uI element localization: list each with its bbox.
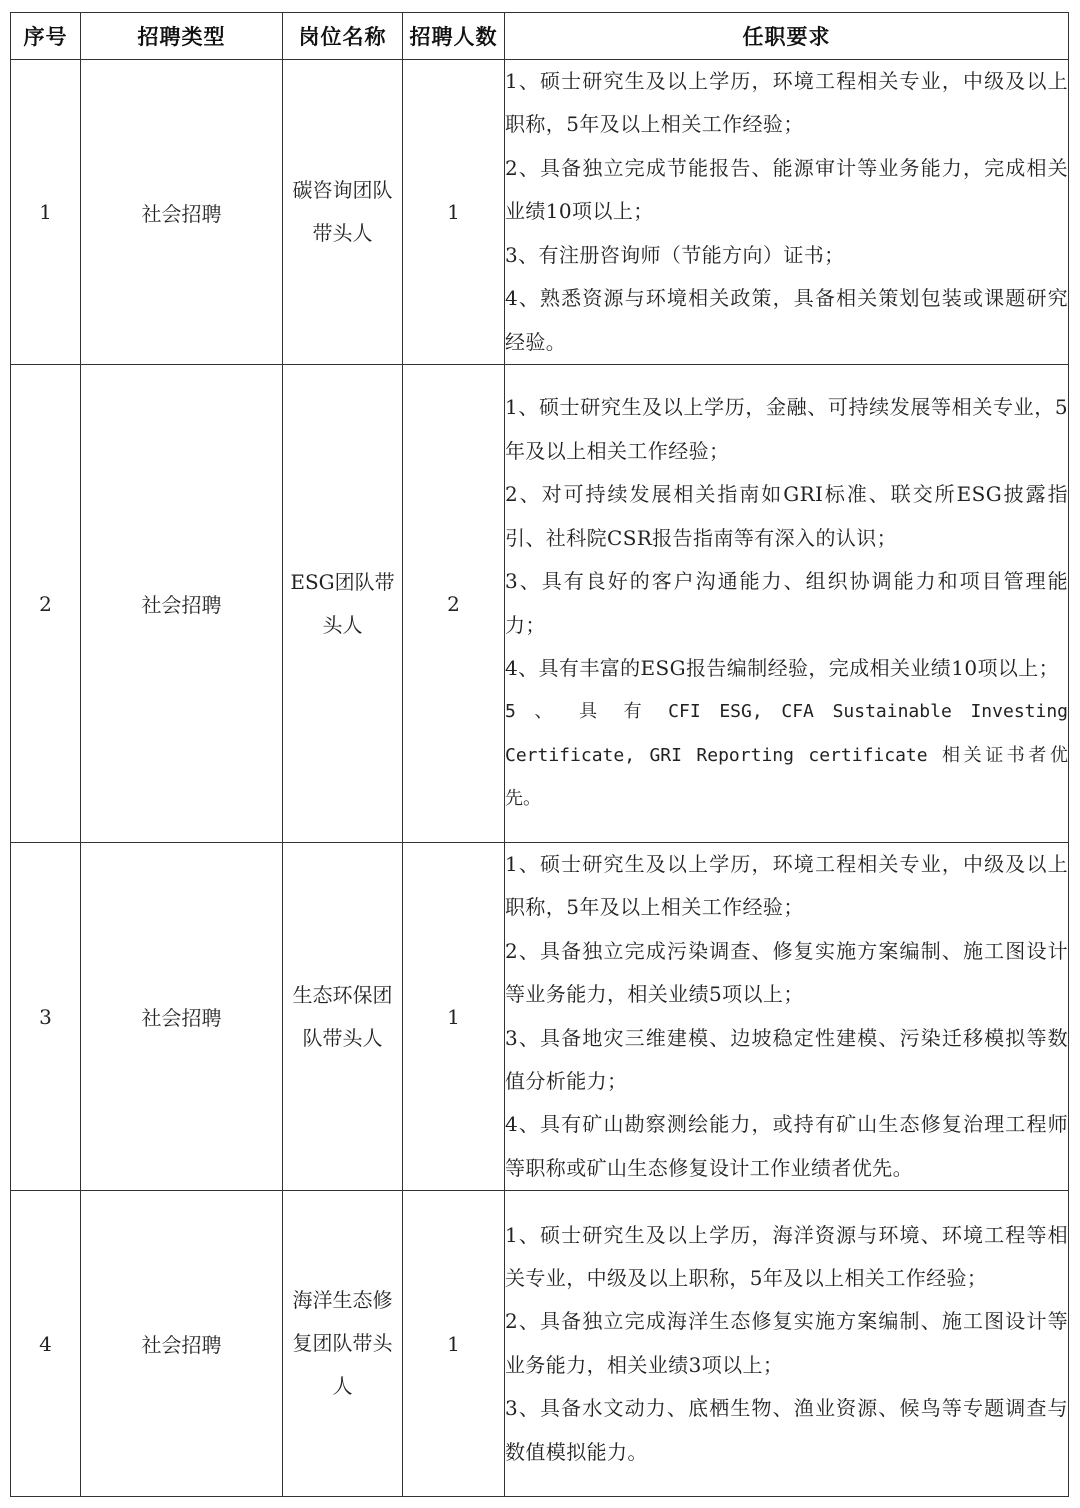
header-index: 序号 xyxy=(11,13,81,60)
table-row xyxy=(11,60,1069,365)
table-row xyxy=(11,843,1069,1191)
row-requirements xyxy=(505,843,1069,1191)
row-position: 碳咨询团队带头人 xyxy=(283,60,403,365)
requirement-item: 1、硕士研究生及以上学历，海洋资源与环境、环境工程等相关专业，中级及以上职称，5年及以上相关工作经验； xyxy=(505,1222,1068,1290)
requirement-item: 3、具有良好的客户沟通能力、组织协调能力和项目管理能力； xyxy=(505,569,1068,637)
row-requirements xyxy=(505,1191,1069,1497)
row-index: 1 xyxy=(11,60,81,365)
row-type: 社会招聘 xyxy=(81,365,283,843)
header-count: 招聘人数 xyxy=(403,13,505,60)
row-index: 4 xyxy=(11,1191,81,1497)
requirement-item: 2、对可持续发展相关指南如GRI标准、联交所ESG披露指引、社科院CSR报告指南等有深入的认识； xyxy=(505,482,1068,550)
header-requirements: 任职要求 xyxy=(505,13,1069,60)
table-row xyxy=(11,365,1069,843)
requirement-item: 1、硕士研究生及以上学历，环境工程相关专业，中级及以上职称，5年及以上相关工作经验； xyxy=(505,69,1068,137)
row-type: 社会招聘 xyxy=(81,1191,283,1497)
header-position: 岗位名称 xyxy=(283,13,403,60)
table-header-row xyxy=(11,13,1069,60)
requirement-item: 1、硕士研究生及以上学历，环境工程相关专业，中级及以上职称，5年及以上相关工作经验； xyxy=(505,852,1068,920)
row-position: 生态环保团队带头人 xyxy=(283,843,403,1191)
requirement-item: 3、具备地灾三维建模、边坡稳定性建模、污染迁移模拟等数值分析能力； xyxy=(505,1025,1068,1094)
requirement-item: 3、具备水文动力、底栖生物、渔业资源、候鸟等专题调查与数值模拟能力。 xyxy=(505,1396,1068,1464)
row-position: ESG团队带头人 xyxy=(283,365,403,843)
requirement-item: 4、具有矿山勘察测绘能力，或持有矿山生态修复治理工程师等职称或矿山生态修复设计工作业绩者优先。 xyxy=(505,1112,1068,1180)
requirement-item: 4、具有丰富的ESG报告编制经验，完成相关业绩10项以上； xyxy=(505,655,1060,680)
row-count: 1 xyxy=(403,843,505,1191)
requirement-item: 2、具备独立完成节能报告、能源审计等业务能力，完成相关业绩10项以上； xyxy=(505,155,1068,224)
requirement-item: 4、熟悉资源与环境相关政策，具备相关策划包装或课题研究经验。 xyxy=(505,286,1068,354)
table-row xyxy=(11,1191,1069,1497)
row-position: 海洋生态修复团队带头人 xyxy=(283,1191,403,1497)
row-count: 1 xyxy=(403,1191,505,1497)
row-count: 1 xyxy=(403,60,505,365)
row-count: 2 xyxy=(403,365,505,843)
header-type: 招聘类型 xyxy=(81,13,283,60)
row-type: 社会招聘 xyxy=(81,843,283,1191)
requirement-item: 2、具备独立完成海洋生态修复实施方案编制、施工图设计等业务能力，相关业绩3项以上； xyxy=(505,1309,1068,1377)
requirement-item: 5 、 具 有 CFI ESG, CFA Sustainable Investing Certificate, GRI Reporting certificate 相关证书者优先。 xyxy=(505,701,1068,810)
requirement-item: 3、有注册咨询师（节能方向）证书； xyxy=(505,242,845,267)
row-index: 2 xyxy=(11,365,81,843)
requirement-item: 1、硕士研究生及以上学历，金融、可持续发展等相关专业，5年及以上相关工作经验； xyxy=(505,395,1068,463)
row-requirements xyxy=(505,365,1069,843)
recruitment-table xyxy=(10,12,1069,1497)
requirement-item: 2、具备独立完成污染调查、修复实施方案编制、施工图设计等业务能力，相关业绩5项以上； xyxy=(505,938,1068,1007)
row-type: 社会招聘 xyxy=(81,60,283,365)
row-index: 3 xyxy=(11,843,81,1191)
row-requirements xyxy=(505,60,1069,365)
